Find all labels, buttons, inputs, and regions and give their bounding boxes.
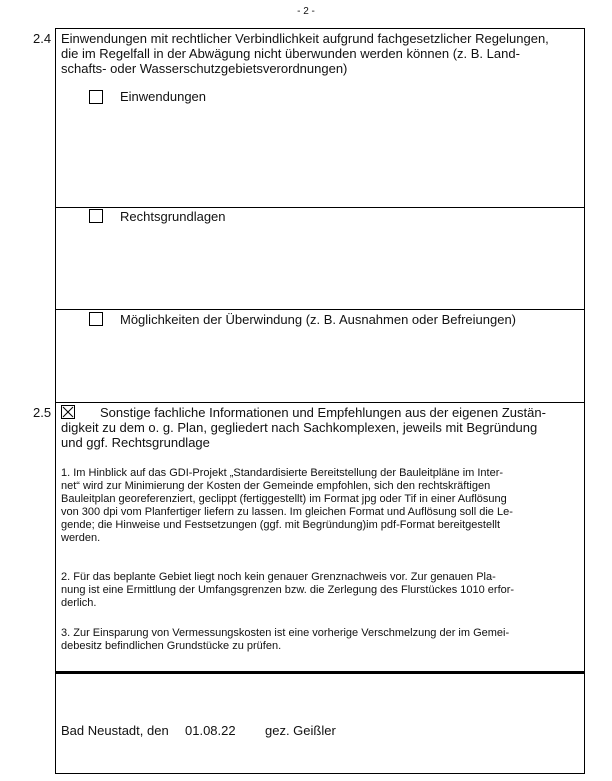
title-line: die im Regelfall in der Abwägung nicht überwunden werden können (z. B. Land- [61, 46, 520, 61]
signature-date: 01.08.22 [185, 723, 236, 738]
title-line: Sonstige fachliche Informationen und Empfehlungen aus der eigenen Zustän- [100, 405, 546, 420]
paragraph-line: 1. Im Hinblick auf das GDI-Projekt „Standardisierte Bereitstellung der Bauleitpläne im Inter- [61, 467, 504, 479]
paragraph-line: 3. Zur Einsparung von Vermessungskosten ist eine vorherige Verschmelzung der im Gemei- [61, 627, 510, 639]
title-line: und ggf. Rechtsgrundlage [61, 435, 210, 450]
einwendungen-checkbox[interactable] [89, 90, 103, 104]
signature-signed-by: gez. Geißler [265, 723, 336, 738]
title-line: Einwendungen mit rechtlicher Verbindlichkeit aufgrund fachgesetzlicher Regelungen, [61, 31, 549, 46]
title-line: schafts- oder Wasserschutzgebietsverordnungen) [61, 61, 348, 76]
signature-place-date-label: Bad Neustadt, den [61, 723, 169, 738]
section-2-5-title [61, 405, 581, 450]
section-2-4-number: 2.4 [33, 31, 52, 46]
page-number: - 2 - [297, 6, 315, 17]
paragraph-line: Bauleitplan georeferenziert, geclippt (fertiggestellt) im Format jpg oder Tif in einer Auflösung [61, 493, 507, 505]
divider [55, 207, 585, 208]
paragraph-line: nung ist eine Ermittlung der Umfangsgrenzen bzw. die Zerlegung des Flurstückes 1010 erfor- [61, 584, 515, 596]
paragraph-line: debesitz befindlichen Grundstücke zu prüfen. [61, 640, 282, 652]
paragraph-line: net“ wird zur Minimierung der Kosten der Gemeinde empfohlen, sich den rechtskräftigen [61, 480, 491, 492]
paragraph-3 [61, 627, 583, 653]
ueberwindung-label: Möglichkeiten der Überwindung (z. B. Ausnahmen oder Befreiungen) [120, 312, 517, 327]
section-2-5-number: 2.5 [33, 405, 52, 420]
ueberwindung-checkbox[interactable] [89, 312, 103, 326]
paragraph-line: derlich. [61, 597, 97, 609]
paragraph-line: gende; die Hinweise und Festsetzungen (ggf. mit Begründung)im pdf-Format bereitgestellt [61, 519, 501, 531]
paragraph-line: werden. [61, 532, 101, 544]
paragraph-line: von 300 dpi vom Planfertiger liefern zu lassen. Im gleichen Format und Auflösung soll die Le- [61, 506, 513, 518]
rechtsgrundlagen-label: Rechtsgrundlagen [120, 209, 226, 224]
title-line: digkeit zu dem o. g. Plan, gegliedert nach Sachkomplexen, jeweils mit Begründung [61, 420, 538, 435]
paragraph-line: 2. Für das beplante Gebiet liegt noch kein genauer Grenznachweis vor. Zur genauen Pla- [61, 571, 496, 583]
divider [55, 309, 585, 310]
paragraph-2 [61, 571, 583, 610]
einwendungen-label: Einwendungen [120, 89, 207, 104]
rechtsgrundlagen-checkbox[interactable] [89, 209, 103, 223]
section-2-4-title [61, 31, 581, 76]
paragraph-1 [61, 467, 583, 545]
